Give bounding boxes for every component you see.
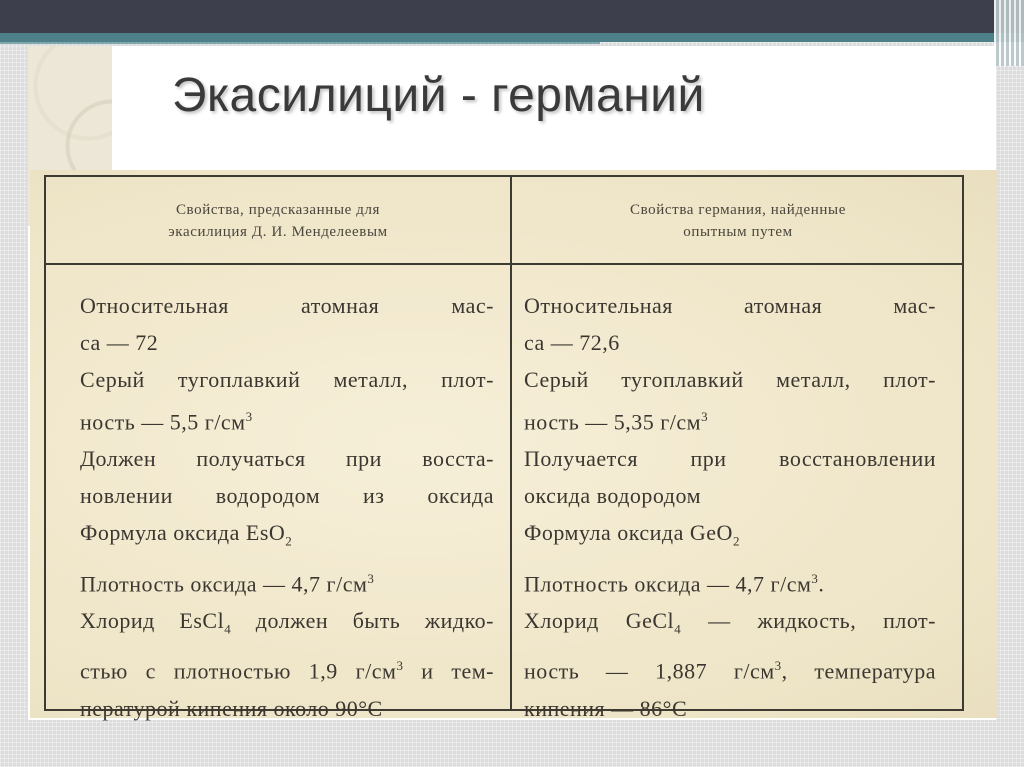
- corner-accent: [994, 0, 1024, 66]
- found-line: са — 72,6: [524, 330, 620, 355]
- predicted-line: са — 72: [80, 330, 159, 355]
- predicted-line: ность — 5,5 $г/см^3$: [80, 409, 253, 435]
- found-properties: [524, 287, 936, 727]
- header-found-line-2: опытным путем: [683, 224, 793, 240]
- found-line: Формула оксида GeO$_2$: [524, 520, 740, 549]
- predicted-properties: [80, 287, 494, 727]
- header-divider: [46, 263, 962, 265]
- predicted-line: Относительная атомная мас-: [80, 293, 494, 318]
- found-line: Плотность оксида — 4,7 $г/см^3$.: [524, 570, 825, 597]
- predicted-line: Должен получаться при восста-: [80, 446, 494, 472]
- column-divider: [510, 177, 512, 709]
- predicted-line: стью с плотностью 1,9 $г/см^3$ и тем-: [80, 658, 494, 684]
- predicted-line: Серый тугоплавкий металл, плот-: [80, 367, 494, 392]
- found-line: Относительная атомная мас-: [524, 293, 936, 318]
- predicted-line: новлении водородом из оксида: [80, 483, 494, 509]
- header-predicted-line-2: экасилиция Д. И. Менделеевым: [168, 224, 388, 240]
- found-line: оксида водородом: [524, 483, 701, 509]
- found-line: Хлорид GeCl$_4$ — жидкость, плот-: [524, 608, 936, 637]
- predicted-line: Формула оксида EsO$_2$: [80, 520, 293, 549]
- slide-title: Экасилиций - германий: [172, 69, 705, 122]
- found-line: ность — 1,887 $г/см^3$, температура: [524, 658, 936, 684]
- header-predicted-line-1: Свойства, предсказанные для: [175, 202, 381, 218]
- predicted-line: Хлорид EsCl$_4$ должен быть жидко-: [80, 608, 494, 637]
- header-found: [512, 199, 964, 243]
- predicted-line: пературой кипения около 90°C: [80, 695, 383, 721]
- predicted-line: Плотность оксида — 4,7 $г/см^3$: [80, 570, 375, 597]
- found-line: ность — 5,35 $г/см^3$: [524, 409, 709, 435]
- top-bar: [0, 0, 1024, 33]
- found-line: Серый тугоплавкий металл, плот-: [524, 367, 936, 392]
- accent-line: [0, 42, 600, 44]
- comparison-table: [44, 175, 964, 721]
- header-predicted: [46, 199, 510, 243]
- header-found-line-1: Свойства германия, найденные: [630, 202, 846, 218]
- found-line: Получается при восстановлении: [524, 446, 936, 472]
- teal-stripe: [0, 33, 1024, 42]
- found-line: кипения — 86°C: [524, 695, 688, 721]
